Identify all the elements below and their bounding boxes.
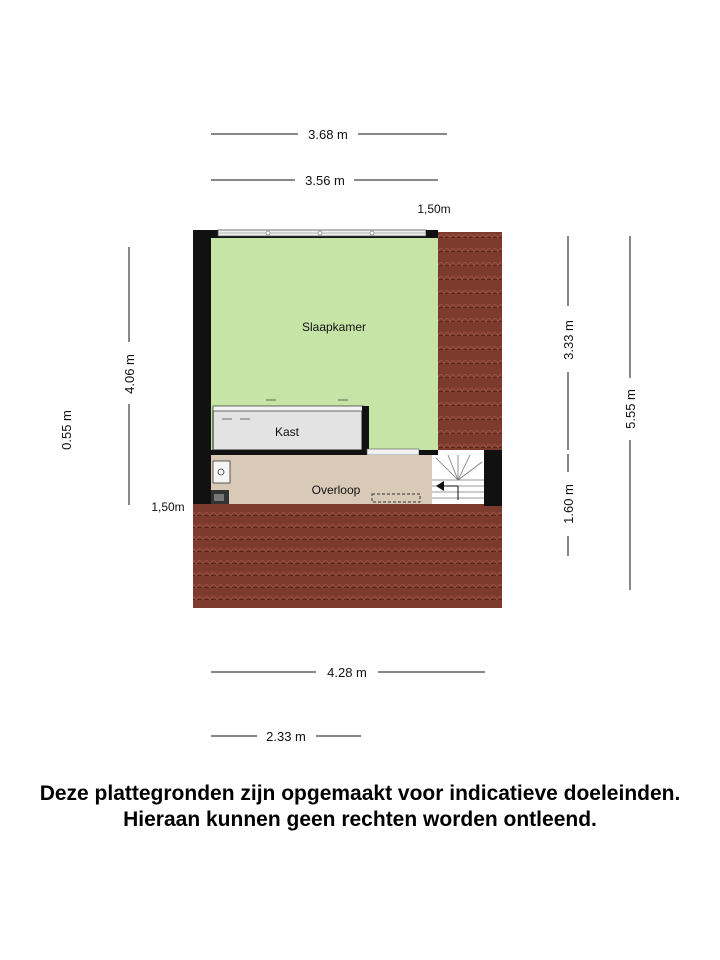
wall-middle [211, 450, 367, 455]
dim-right-upper [561, 236, 576, 450]
dim-right-total-label: 5.55 m [623, 389, 638, 429]
dim-right-lower-label: 1.60 m [561, 484, 576, 524]
roof-right [438, 232, 502, 450]
dim-right-total [623, 236, 638, 590]
disclaimer-line-2: Hieraan kunnen geen rechten worden ontleend. [123, 808, 597, 831]
dim-left-height-label: 4.06 m [122, 354, 137, 394]
dim-top-right-note: 1,50m [417, 202, 451, 216]
dim-bottom-outer [211, 665, 485, 680]
dim-top-inner [211, 173, 438, 188]
dim-top-inner-label: 3.56 m [305, 173, 345, 188]
dim-right-lower [561, 454, 576, 556]
room-label-closet: Kast [274, 425, 300, 439]
dim-right-upper-label: 3.33 m [561, 320, 576, 360]
dim-top-outer-label: 3.68 m [308, 127, 348, 142]
dim-bottom-inner [211, 729, 361, 744]
dim-bottom-outer-label: 4.28 m [327, 665, 367, 680]
dim-top-outer [211, 127, 447, 142]
room-label-landing: Overloop [311, 483, 361, 497]
wall-left [193, 232, 211, 504]
room-label-bedroom: Slaapkamer [301, 320, 367, 334]
dim-left-height [122, 247, 137, 505]
dim-left-small-label: 0.55 m [59, 410, 74, 450]
wall-landing-right [484, 450, 502, 506]
dim-bottom-inner-label: 2.33 m [266, 729, 306, 744]
disclaimer-line-1: Deze plattegronden zijn opgemaakt voor indicatieve doeleinden. [39, 782, 681, 805]
roof-bottom [193, 504, 502, 608]
dim-left-note: 1,50m [151, 500, 185, 514]
boiler [213, 461, 230, 483]
door-opening [367, 449, 419, 455]
closet-doors [213, 406, 363, 411]
